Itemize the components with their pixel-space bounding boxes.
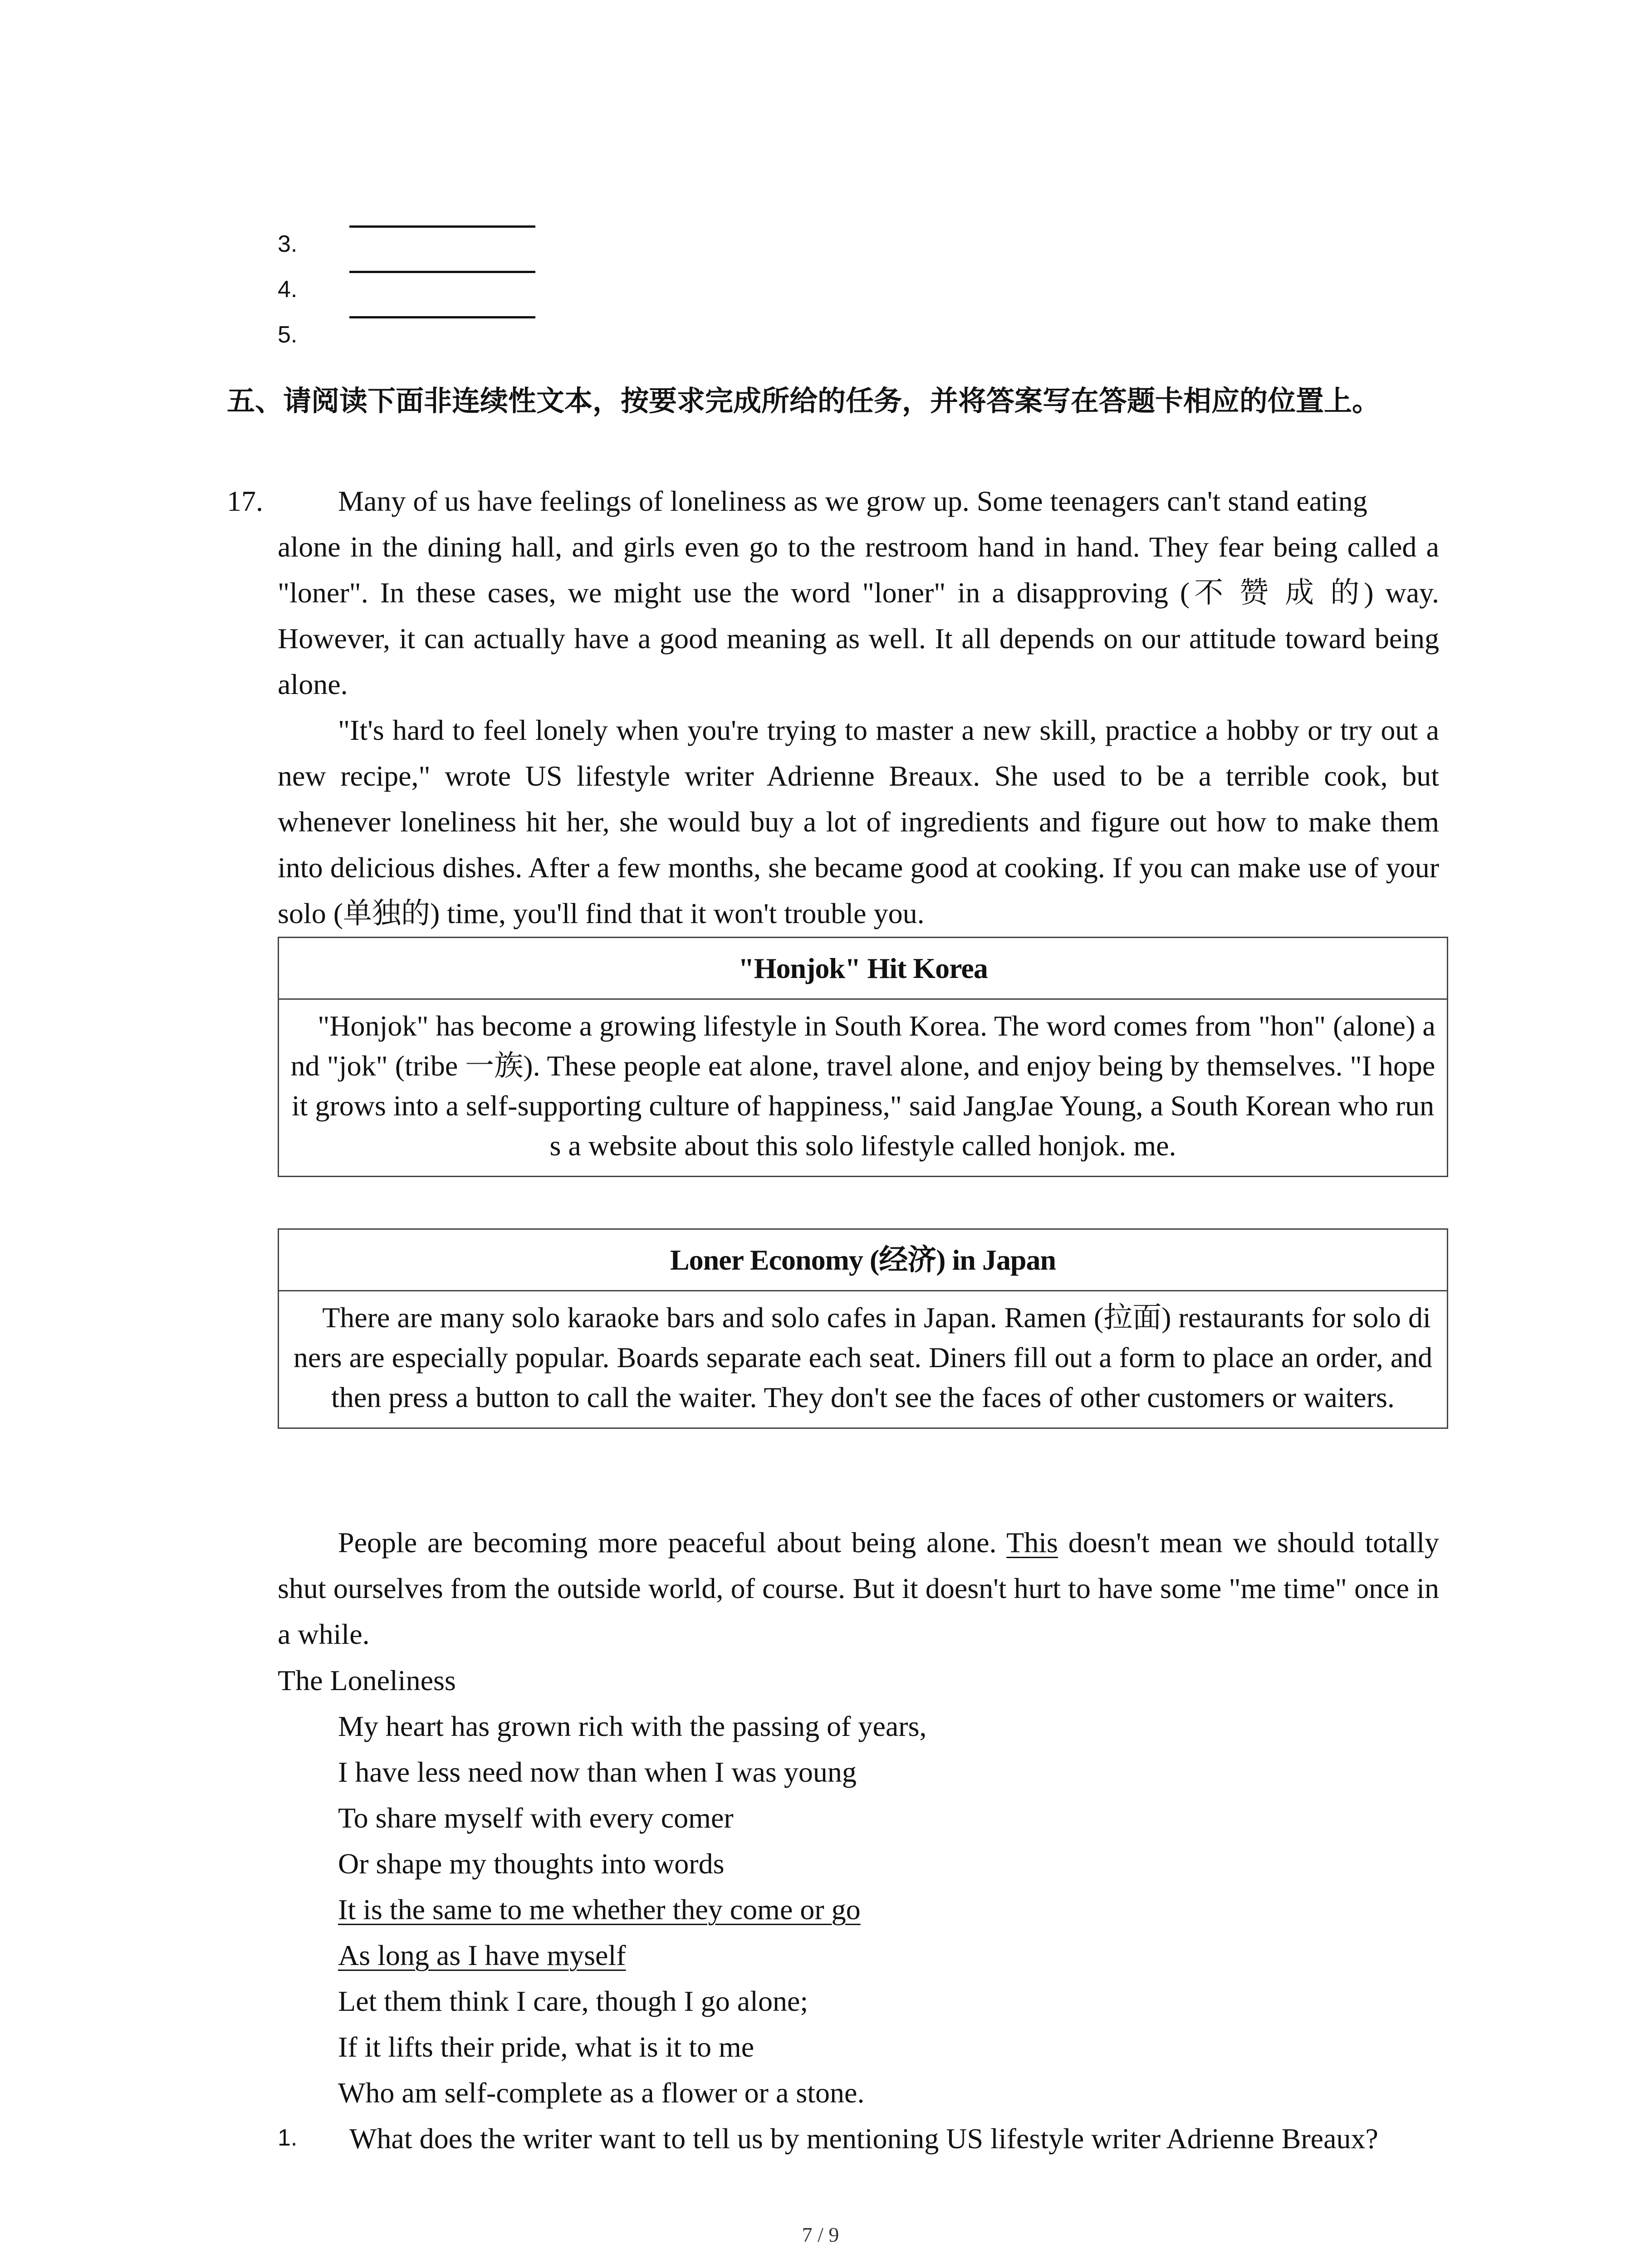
section-heading: 五、请阅读下面非连续性文本，按要求完成所给的任务，并将答案写在答题卡相应的位置上。	[227, 384, 1381, 417]
poem-line-underlined: It is the same to me whether they come or go	[338, 1893, 861, 1926]
task-question: What does the writer want to tell us by mentioning US lifestyle writer Adrienne Breaux?	[349, 2122, 1378, 2155]
loner-economy-box-title: Loner Economy (经济) in Japan	[279, 1230, 1447, 1291]
question-number: 17.	[227, 485, 263, 517]
honjok-box-body	[279, 1000, 1447, 1176]
question-paragraph-1: alone in the dining hall, and girls even go to the restroom hand in hand. They fear being called a "loner". In these cases, we might use the word "loner" in a disapproving (不 赞 成 的) way. However, it can actually have a good meaning as well. It all depends on our attitude toward being alone.	[278, 531, 1439, 700]
closing-paragraph	[278, 1520, 1439, 1657]
poem-line: Who am self-complete as a flower or a stone.	[338, 2077, 865, 2109]
answer-blank-line-5	[349, 316, 535, 318]
poem-line: Let them think I care, though I go alone;	[338, 1985, 808, 2017]
loner-economy-japan-box	[278, 1228, 1448, 1429]
poem-line-underlined: As long as I have myself	[338, 1939, 626, 1971]
honjok-box-text: "Honjok" has become a growing lifestyle in South Korea. The word comes from "hon" (alone) and "jok" (tribe 一族). These people eat alone, travel alone, and enjoy being by themselves. "I hope it grows into a self-supporting culture of happiness," said JangJae Young, a South Korean who runs a website about this solo lifestyle called honjok. me.	[290, 1010, 1435, 1162]
closing-text-before: People are becoming more peaceful about being alone.	[338, 1526, 997, 1559]
blank-number-5: 5.	[278, 322, 298, 348]
poem-line: My heart has grown rich with the passing of years,	[338, 1710, 927, 1742]
blank-number-3: 3.	[278, 231, 298, 257]
poem-line: If it lifts their pride, what is it to me	[338, 2031, 754, 2063]
answer-blank-line-4	[349, 271, 535, 273]
honjok-box-title: "Honjok" Hit Korea	[279, 938, 1447, 1000]
poem-title: The Loneliness	[278, 1664, 456, 1696]
honjok-korea-box	[278, 937, 1448, 1177]
poem-line: I have less need now than when I was young	[338, 1756, 857, 1788]
question-paragraph-1-first-line: Many of us have feelings of loneliness as we grow up. Some teenagers can't stand eating	[338, 485, 1367, 517]
question-paragraph-2-text: "It's hard to feel lonely when you're trying to master a new skill, practice a hobby or try out a new recipe," wrote US lifestyle writer Adrienne Breaux. She used to be a terrible cook, but whenever loneliness hit her, she would buy a lot of ingredients and figure out how to make them into delicious dishes. After a few months, she became good at cooking. If you can make use of your solo (单独的) time, you'll find that it won't trouble you.	[278, 714, 1439, 929]
page-number: 7 / 9	[802, 2223, 839, 2246]
loner-economy-box-text: There are many solo karaoke bars and solo cafes in Japan. Ramen (拉面) restaurants for solo diners are especially popular. Boards separate each seat. Diners fill out a form to place an order, and then press a button to call the waiter. They don't see the faces of other customers or waiters.	[293, 1301, 1433, 1413]
closing-underlined-word: This	[1006, 1526, 1058, 1559]
poem-line: To share myself with every comer	[338, 1802, 734, 1834]
answer-blank-line-3	[349, 225, 535, 228]
blank-number-4: 4.	[278, 276, 298, 303]
question-paragraph-2	[278, 707, 1439, 936]
poem-line: Or shape my thoughts into words	[338, 1848, 725, 1880]
task-number: 1.	[278, 2125, 298, 2151]
loner-economy-box-body	[279, 1291, 1447, 1427]
closing-text-after: doesn't mean we should totally shut ourselves from the outside world, of course. But it doesn't hurt to have some "me time" once in a while.	[278, 1526, 1440, 1650]
